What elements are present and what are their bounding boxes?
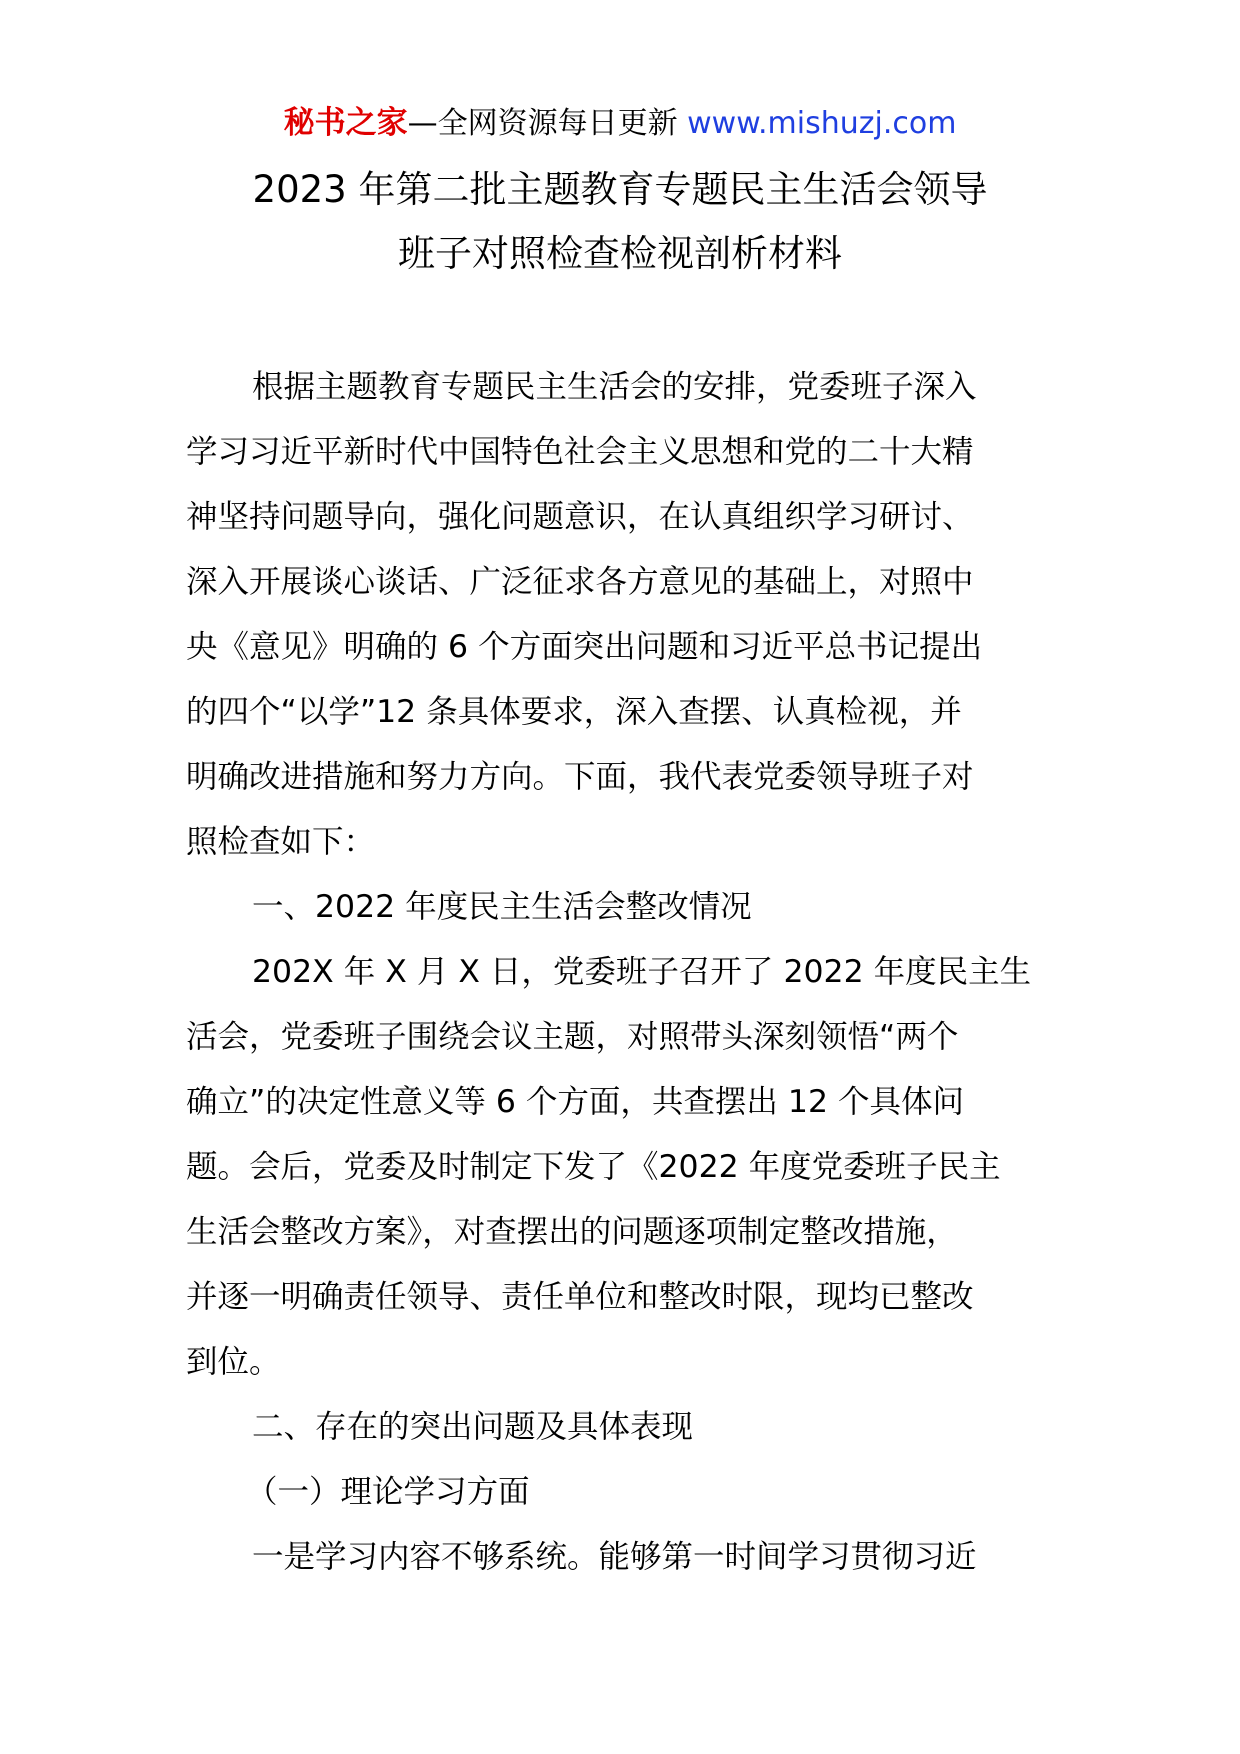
paragraph-line: 的四个“以学”12 条具体要求，深入查摆、认真检视，并: [186, 694, 962, 730]
paragraph-line: 明确改进措施和努力方向。下面，我代表党委领导班子对: [186, 759, 974, 795]
site-header: [0, 98, 1240, 149]
title-line-2: 班子对照检查检视剖析材料: [398, 232, 842, 275]
brand-name: 秘书之家: [283, 105, 408, 141]
paragraph-line: 神坚持问题导向，强化问题意识，在认真组织学习研讨、: [186, 499, 974, 535]
paragraph-line: 生活会整改方案》，对查摆出的问题逐项制定整改措施，: [186, 1214, 958, 1250]
paragraph-line: 到位。: [186, 1344, 281, 1380]
paragraph-line: 一是学习内容不够系统。能够第一时间学习贯彻习近: [252, 1539, 977, 1575]
paragraph-line: 深入开展谈心谈话、广泛征求各方意见的基础上，对照中: [186, 564, 974, 600]
paragraph-line: 确立”的决定性意义等 6 个方面，共查摆出 12 个具体问: [186, 1084, 964, 1120]
paragraph-line: 题。会后，党委及时制定下发了《2022 年度党委班子民主: [186, 1149, 1001, 1185]
subsection-heading: （一）理论学习方面: [246, 1474, 530, 1510]
title-line-1: 2023 年第二批主题教育专题民主生活会领导: [252, 168, 988, 211]
site-url-link[interactable]: www.mishuzj.com: [687, 106, 957, 141]
paragraph-line: 活会，党委班子围绕会议主题，对照带头深刻领悟“两个: [186, 1019, 959, 1055]
paragraph-line: 202X 年 X 月 X 日，党委班子召开了 2022 年度民主生: [252, 954, 1032, 990]
paragraph-line: 照检查如下：: [186, 824, 376, 860]
paragraph-line: 并逐一明确责任领导、责任单位和整改时限，现均已整改: [186, 1279, 974, 1315]
paragraph-line: 根据主题教育专题民主生活会的安排，党委班子深入: [252, 369, 977, 405]
paragraph-line: 学习习近平新时代中国特色社会主义思想和党的二十大精: [186, 434, 974, 470]
header-slogan: —全网资源每日更新: [407, 106, 678, 141]
paragraph-line: 央《意见》明确的 6 个方面突出问题和习近平总书记提出: [186, 629, 983, 665]
document-title: [100, 158, 1140, 286]
document-body: [186, 355, 1050, 1590]
section-heading: 二、存在的突出问题及具体表现: [252, 1409, 694, 1445]
section-heading: 一、2022 年度民主生活会整改情况: [252, 889, 752, 925]
